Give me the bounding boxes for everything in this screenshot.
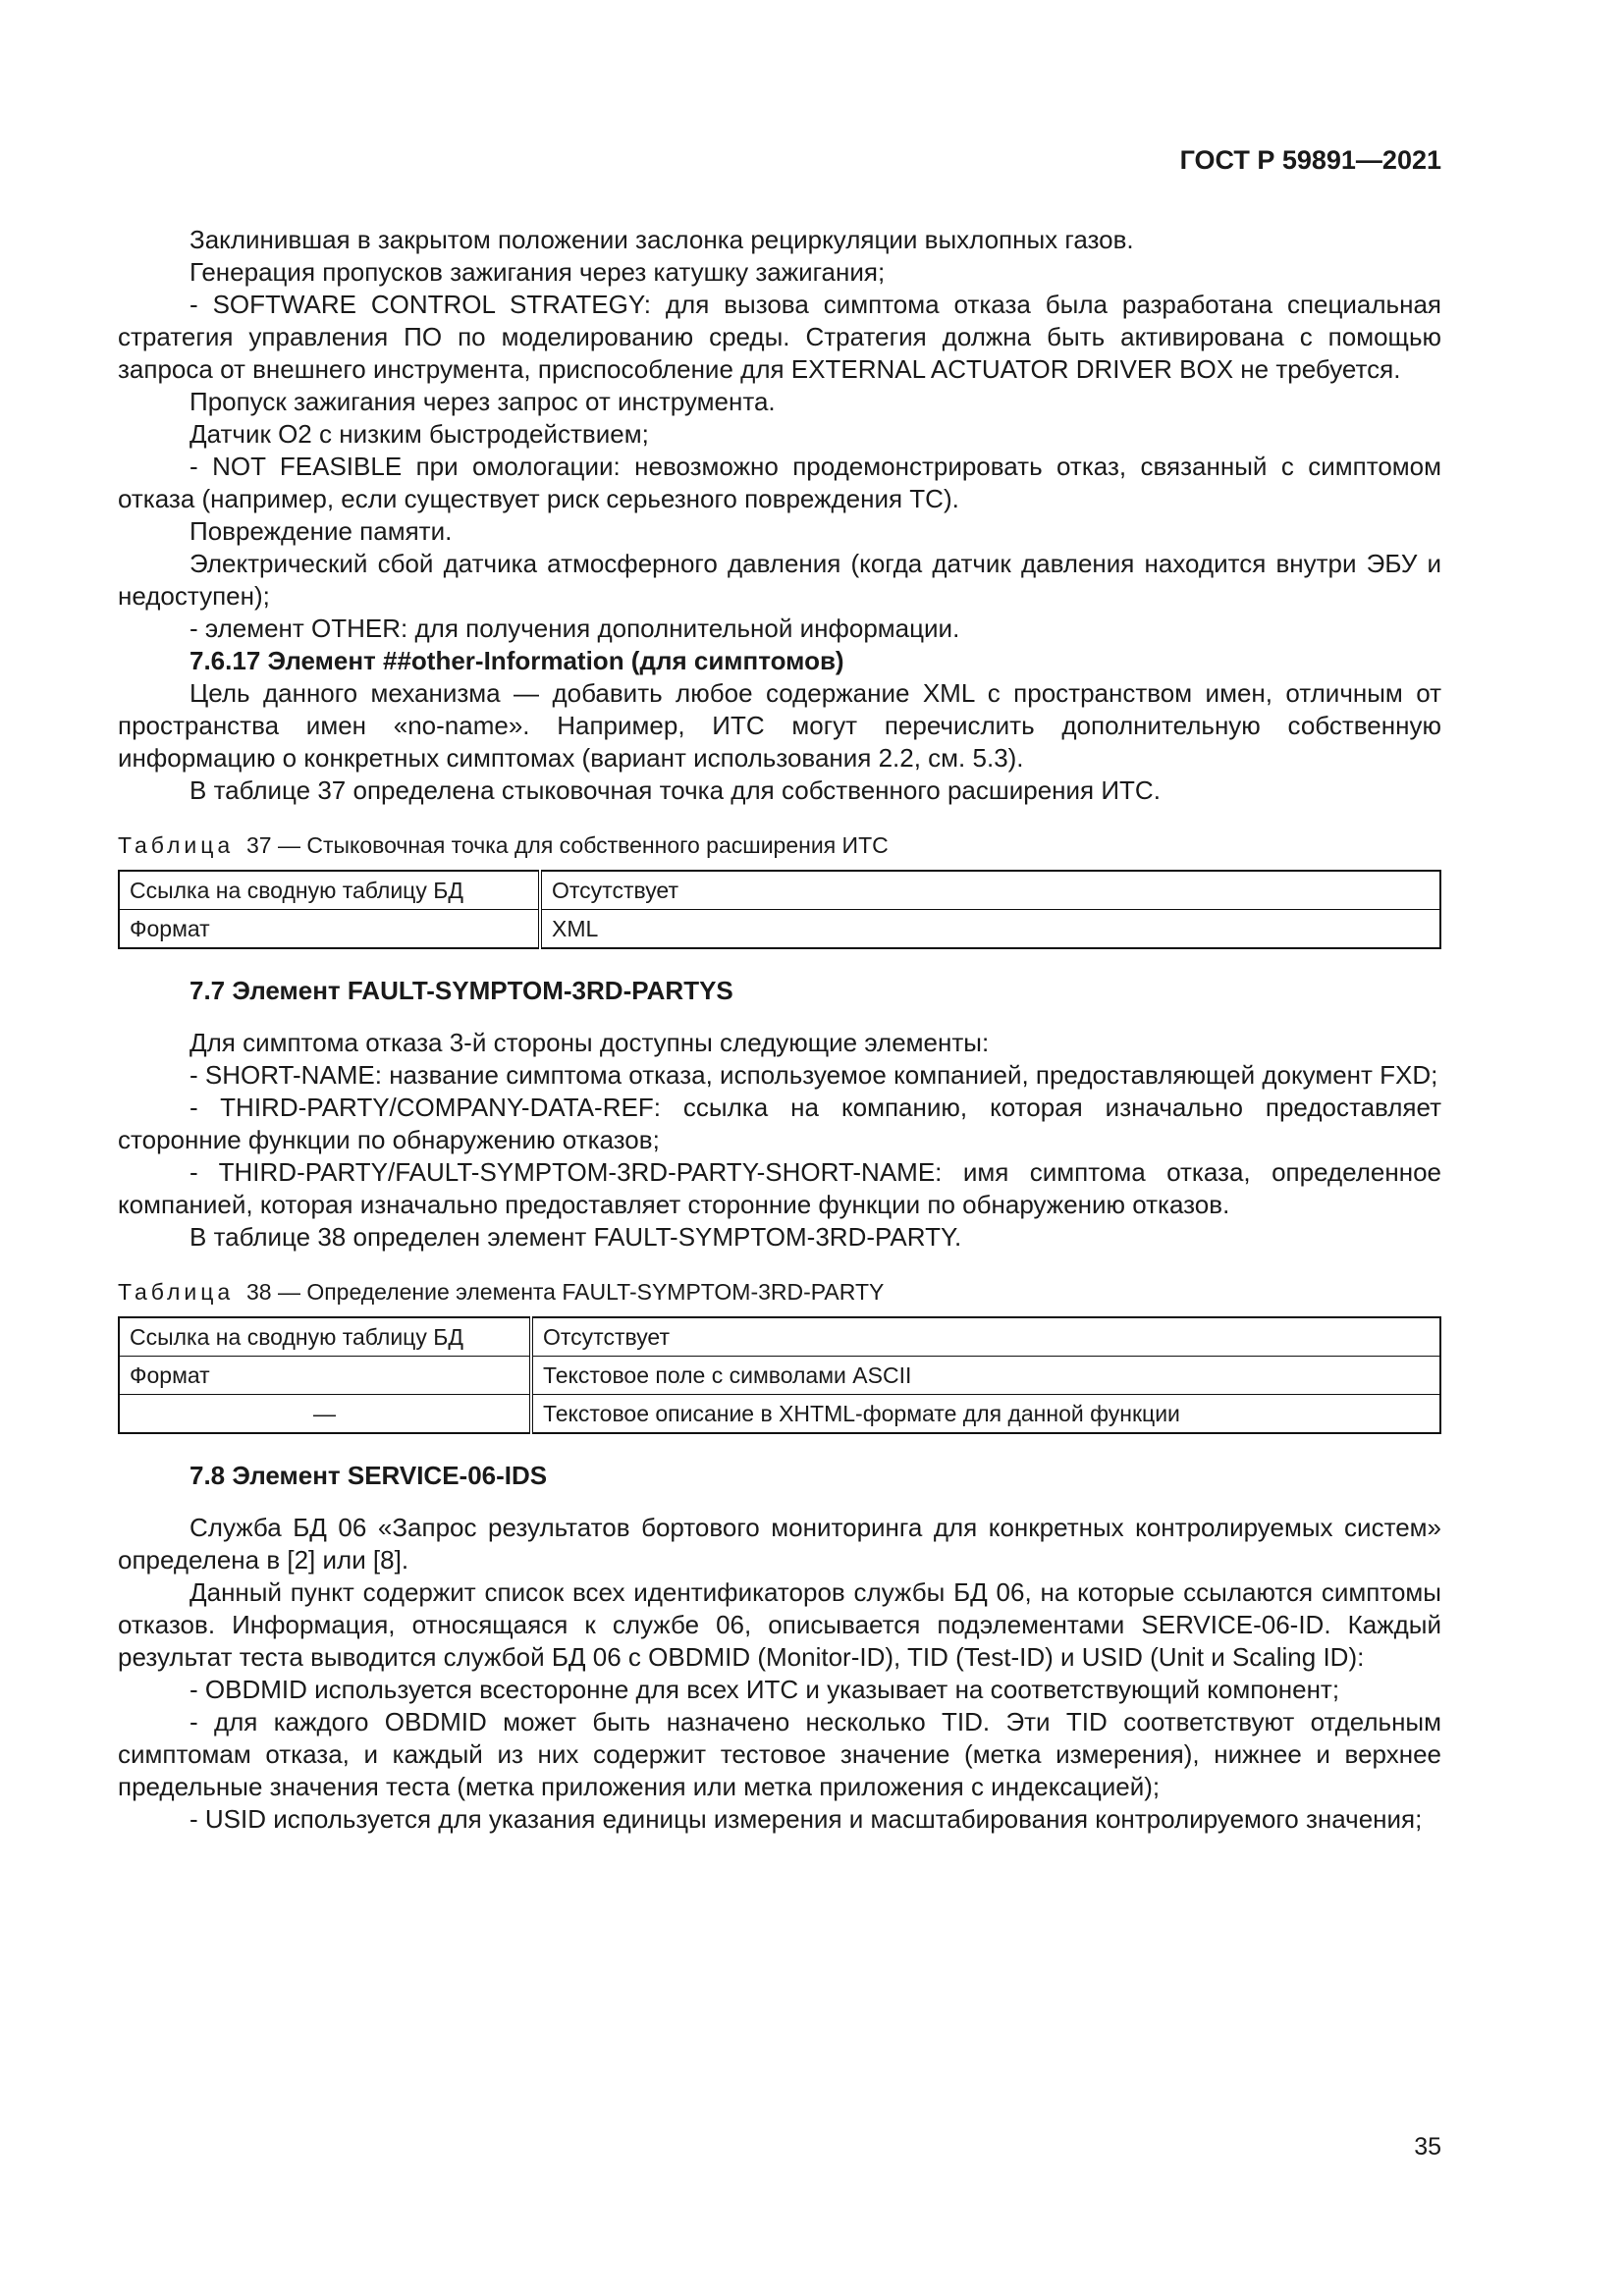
paragraph: - THIRD-PARTY/COMPANY-DATA-REF: ссылка на компанию, которая изначально предоставляет сторонние функции по обнаружению отказов; (118, 1093, 1441, 1154)
table-caption-word: Таблица (118, 1279, 235, 1305)
paragraph: Генерация пропусков зажигания через катушку зажигания; (189, 257, 886, 287)
section-heading-7-8: 7.8 Элемент SERVICE-06-IDS (189, 1461, 548, 1490)
paragraph: В таблице 38 определен элемент FAULT-SYMPTOM-3RD-PARTY. (189, 1222, 962, 1252)
table-37-caption (118, 830, 1441, 860)
paragraph: Повреждение памяти. (189, 516, 453, 546)
paragraph: Служба БД 06 «Запрос результатов бортового мониторинга для конкретных контролируемых систем» определена в [2] или [8]. (118, 1513, 1441, 1575)
table-caption-text: 38 — Определение элемента FAULT-SYMPTOM-3RD-PARTY (245, 1279, 885, 1305)
page-number: 35 (1414, 2133, 1441, 2161)
table-row (119, 1317, 1440, 1357)
page-content (118, 224, 1441, 1836)
section-heading-7-6-17: 7.6.17 Элемент ##other-Information (для симптомов) (189, 646, 844, 675)
table-cell: Отсутствует (531, 1317, 1440, 1357)
table-cell: Формат (119, 1357, 531, 1395)
paragraph: Данный пункт содержит список всех идентификаторов службы БД 06, на которые ссылаются симптомы отказов. Информация, относящаяся к службе 06, описывается подэлементами SERVICE-06-ID. Каждый результат теста выводится службой БД 06 с OBDMID (Monitor-ID), TID (Test-ID) и USID (Unit и Scaling ID): (118, 1577, 1441, 1672)
paragraph: Заклинившая в закрытом положении заслонка рециркуляции выхлопных газов. (189, 225, 1134, 254)
paragraph: - SOFTWARE CONTROL STRATEGY: для вызова симптома отказа была разработана специальная стратегия управления ПО по моделированию среды. Стратегия должна быть активирована с помощью запроса от внешнего инструмента, приспособление для EXTERNAL ACTUATOR DRIVER BOX не требуется. (118, 290, 1441, 384)
table-cell: XML (540, 910, 1440, 949)
table-caption-text: 37 — Стыковочная точка для собственного расширения ИТС (245, 832, 889, 858)
table-row (119, 1395, 1440, 1434)
paragraph: Датчик O2 с низким быстродействием; (189, 419, 649, 449)
table-cell: Текстовое поле с символами ASCII (531, 1357, 1440, 1395)
paragraph: Для симптома отказа 3-й стороны доступны следующие элементы: (189, 1028, 990, 1057)
paragraph: В таблице 37 определена стыковочная точка для собственного расширения ИТС. (189, 775, 1161, 805)
table-row (119, 1357, 1440, 1395)
paragraph: - OBDMID используется всесторонне для всех ИТС и указывает на соответствующий компонент; (189, 1675, 1340, 1704)
paragraph: - USID используется для указания единицы измерения и масштабирования контролируемого значения; (189, 1804, 1423, 1834)
section-heading-7-7: 7.7 Элемент FAULT-SYMPTOM-3RD-PARTYS (189, 976, 733, 1005)
table-row (119, 871, 1440, 910)
paragraph: Электрический сбой датчика атмосферного давления (когда датчик давления находится внутри ЭБУ и недоступен); (118, 549, 1441, 611)
table-cell: Ссылка на сводную таблицу БД (119, 1317, 531, 1357)
table-37 (118, 870, 1441, 949)
paragraph: - SHORT-NAME: название симптома отказа, используемое компанией, предоставляющей документ FXD; (189, 1060, 1438, 1090)
table-38-caption (118, 1277, 1441, 1307)
paragraph: Цель данного механизма — добавить любое содержание XML с пространством имен, отличным от пространства имен «no-name». Например, ИТС могут перечислить дополнительную собственную информацию о конкретных симптомах (вариант использования 2.2, см. 5.3). (118, 678, 1441, 773)
table-caption-word: Таблица (118, 832, 235, 858)
paragraph: - элемент OTHER: для получения дополнительной информации. (189, 614, 960, 643)
table-cell: Формат (119, 910, 540, 949)
table-cell: Текстовое описание в XHTML-формате для данной функции (531, 1395, 1440, 1434)
paragraph: - NOT FEASIBLE при омологации: невозможно продемонстрировать отказ, связанный с симптомом отказа (например, если существует риск серьезного повреждения ТС). (118, 452, 1441, 513)
document-code: ГОСТ Р 59891—2021 (1179, 145, 1441, 175)
paragraph: - для каждого OBDMID может быть назначено несколько TID. Эти TID соответствуют отдельным симптомам отказа, и каждый из них содержит тестовое значение (метка измерения), нижнее и верхнее предельные значения теста (метка приложения или метка приложения с индексацией); (118, 1707, 1441, 1801)
paragraph: Пропуск зажигания через запрос от инструмента. (189, 387, 776, 416)
table-cell: — (119, 1395, 531, 1434)
table-38 (118, 1316, 1441, 1434)
table-cell: Отсутствует (540, 871, 1440, 910)
table-row (119, 910, 1440, 949)
paragraph: - THIRD-PARTY/FAULT-SYMPTOM-3RD-PARTY-SHORT-NAME: имя симптома отказа, определенное компанией, которая изначально предоставляет сторонние функции по обнаружению отказов. (118, 1157, 1441, 1219)
table-cell: Ссылка на сводную таблицу БД (119, 871, 540, 910)
